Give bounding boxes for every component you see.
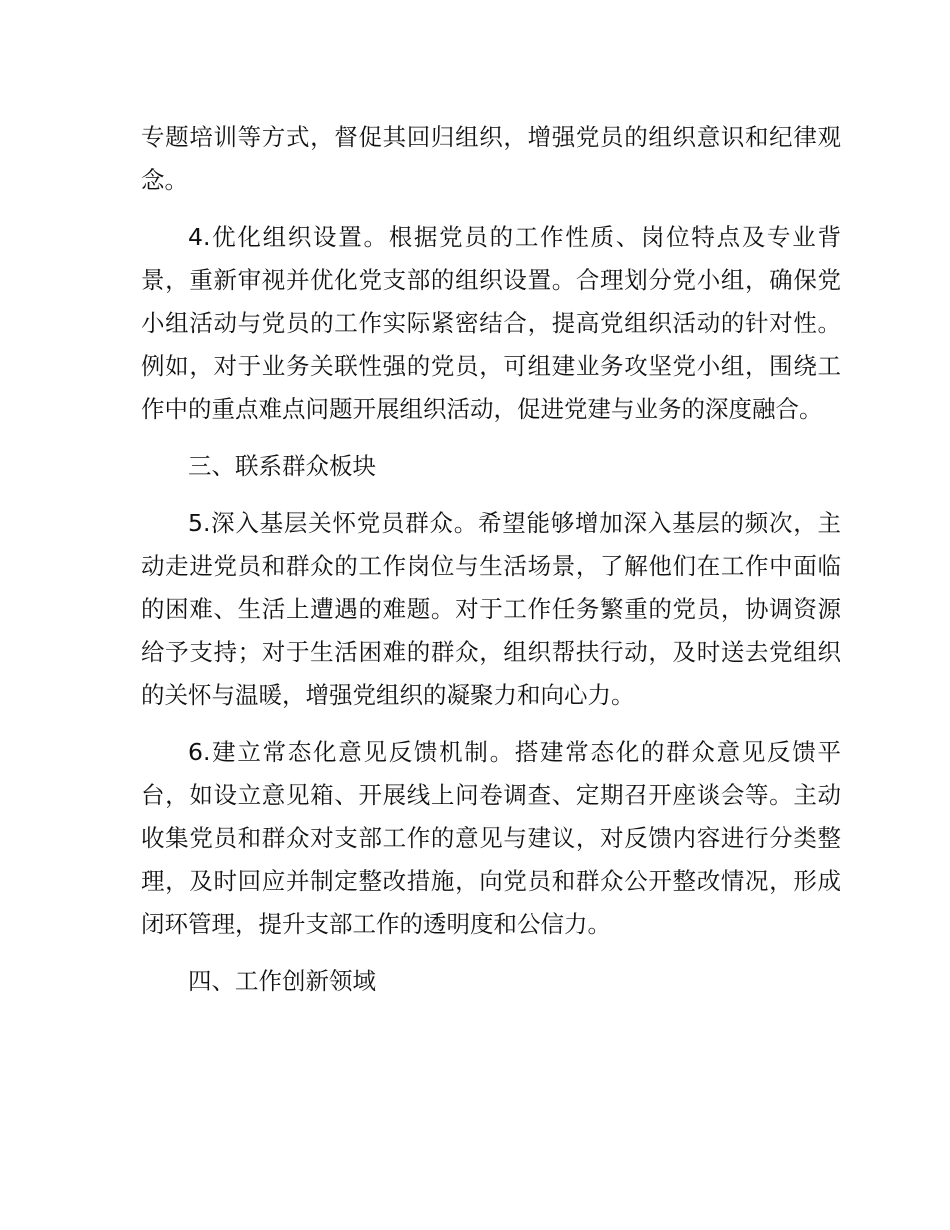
section-heading-3: 三、联系群众板块 (188, 452, 376, 480)
paragraph-item-6: 6.建立常态化意见反馈机制。搭建常态化的群众意见反馈平台，如设立意见箱、开展线上问卷调查、定期召开座谈会等。主动收集党员和群众对支部工作的意见与建议，对反馈内容进行分类整理，及时回应并制定整改措施，向党员和群众公开整改情况，形成闭环管理，提升支部工作的透明度和公信力。 (141, 738, 841, 938)
paragraph-item-4: 4.优化组织设置。根据党员的工作性质、岗位特点及专业背景，重新审视并优化党支部的组织设置。合理划分党小组，确保党小组活动与党员的工作实际紧密结合，提高党组织活动的针对性。例如，对于业务关联性强的党员，可组建业务攻坚党小组，围绕工作中的重点难点问题开展组织活动，促进党建与业务的深度融合。 (141, 223, 841, 423)
document-body (141, 116, 841, 1017)
paragraph-item-5: 5.深入基层关怀党员群众。希望能够增加深入基层的频次，主动走进党员和群众的工作岗位与生活场景，了解他们在工作中面临的困难、生活上遭遇的难题。对于工作任务繁重的党员，协调资源给予支持；对于生活困难的群众，组织帮扶行动，及时送去党组织的关怀与温暖，增强党组织的凝聚力和向心力。 (141, 509, 841, 709)
paragraph-continuation: 专题培训等方式，督促其回归组织，增强党员的组织意识和纪律观念。 (141, 123, 841, 194)
section-heading-4: 四、工作创新领域 (188, 967, 376, 995)
